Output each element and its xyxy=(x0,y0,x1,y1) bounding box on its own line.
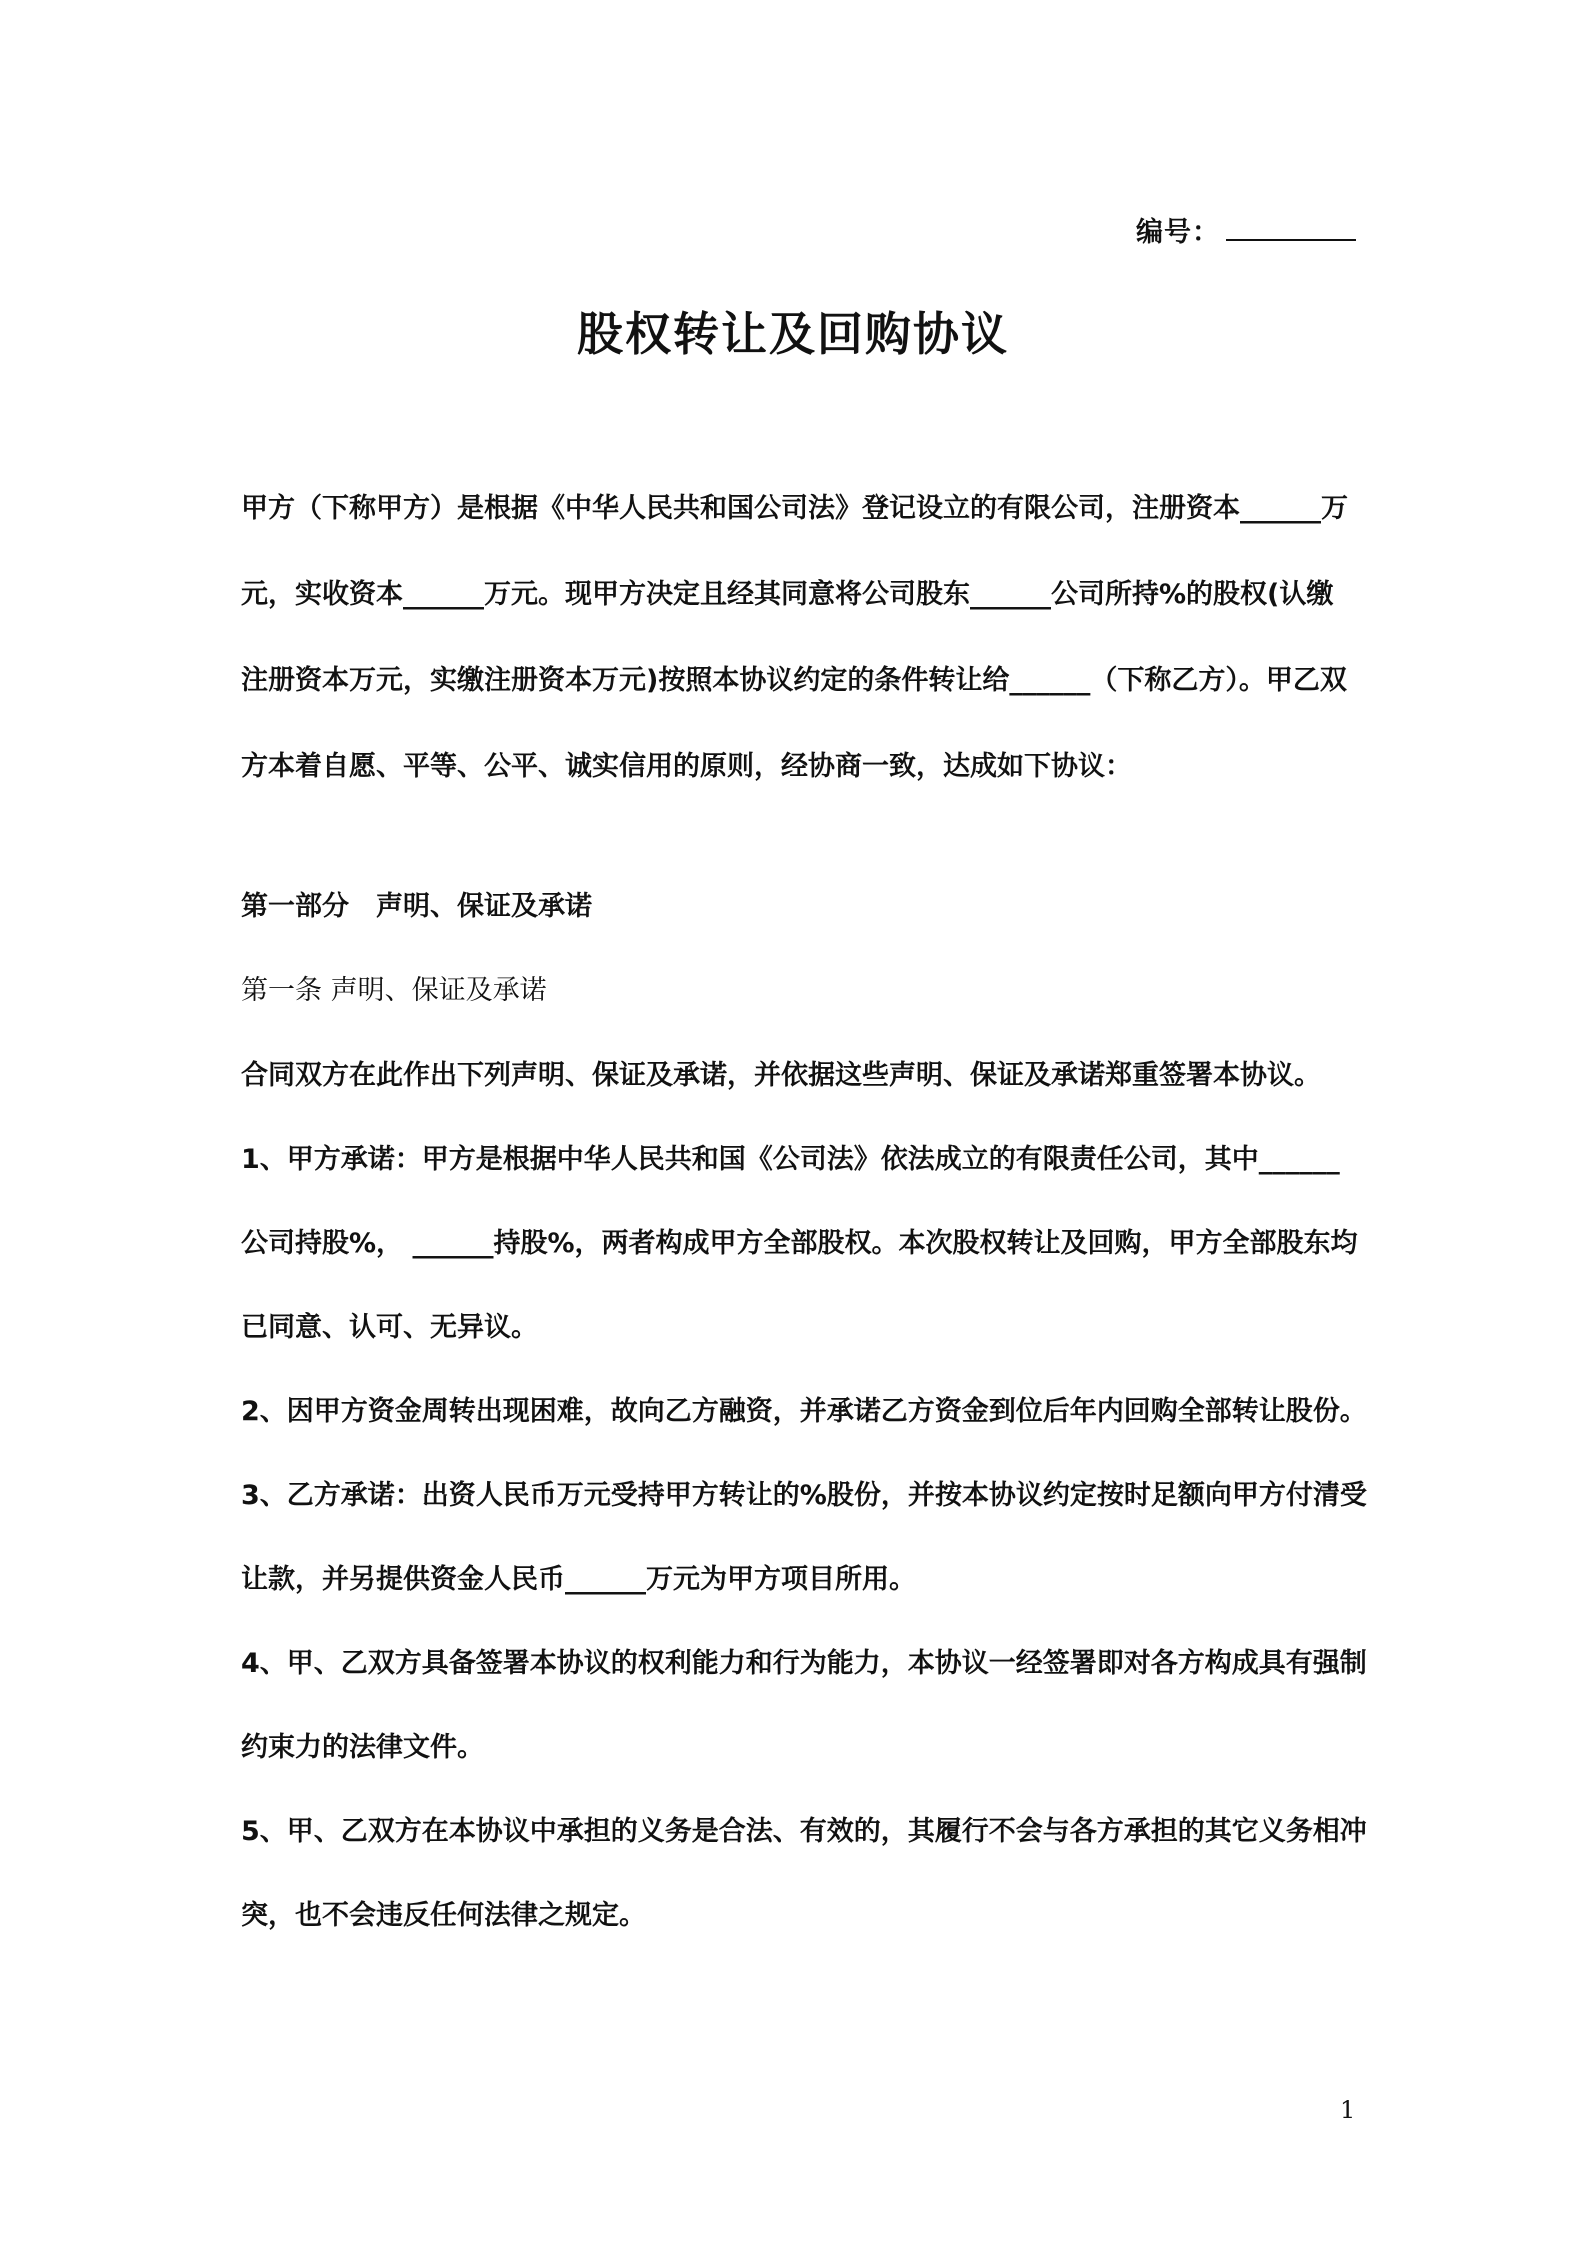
intro-line: 元，实收资本______万元。现甲方决定且经其同意将公司股东______公司所持%的股权(认缴 xyxy=(241,579,1334,610)
body-line: 合同双方在此作出下列声明、保证及承诺，并依据这些声明、保证及承诺郑重签署本协议。 xyxy=(241,1060,1321,1091)
document-number xyxy=(1136,210,1356,249)
body-line: 5、甲、乙双方在本协议中承担的义务是合法、有效的，其履行不会与各方承担的其它义务相冲 xyxy=(241,1816,1367,1847)
body-line: 约束力的法律文件。 xyxy=(241,1732,484,1763)
body-line: 3、乙方承诺：出资人民币万元受持甲方转让的%股份，并按本协议约定按时足额向甲方付清受 xyxy=(241,1480,1367,1511)
body-line: 突，也不会违反任何法律之规定。 xyxy=(241,1900,646,1931)
body-line: 1、甲方承诺：甲方是根据中华人民共和国《公司法》依法成立的有限责任公司，其中______ xyxy=(241,1144,1340,1175)
intro-line: 方本着自愿、平等、公平、诚实信用的原则，经协商一致，达成如下协议： xyxy=(241,751,1132,782)
intro-line: 甲方（下称甲方）是根据《中华人民共和国公司法》登记设立的有限公司，注册资本______万 xyxy=(241,493,1348,524)
part-heading: 第一部分 声明、保证及承诺 xyxy=(241,891,592,922)
body-line: 已同意、认可、无异议。 xyxy=(241,1312,538,1343)
article-heading: 第一条 声明、保证及承诺 xyxy=(241,975,547,1006)
document-number-label: 编号： xyxy=(1136,217,1220,248)
document-title: 股权转让及回购协议 xyxy=(577,307,1009,361)
intro-line: 注册资本万元，实缴注册资本万元)按照本协议约定的条件转让给______（下称乙方）。甲乙双 xyxy=(241,665,1347,696)
page-number: 1 xyxy=(1340,2096,1356,2124)
body-line: 让款，并另提供资金人民币______万元为甲方项目所用。 xyxy=(241,1564,916,1595)
body-line: 公司持股%， ______持股%，两者构成甲方全部股权。本次股权转让及回购，甲方全部股东均 xyxy=(241,1228,1358,1259)
body-line: 4、甲、乙双方具备签署本协议的权利能力和行为能力，本协议一经签署即对各方构成具有强制 xyxy=(241,1648,1367,1679)
body-line: 2、因甲方资金周转出现困难，故向乙方融资，并承诺乙方资金到位后年内回购全部转让股份。 xyxy=(241,1396,1367,1427)
document-number-blank xyxy=(1226,217,1356,241)
